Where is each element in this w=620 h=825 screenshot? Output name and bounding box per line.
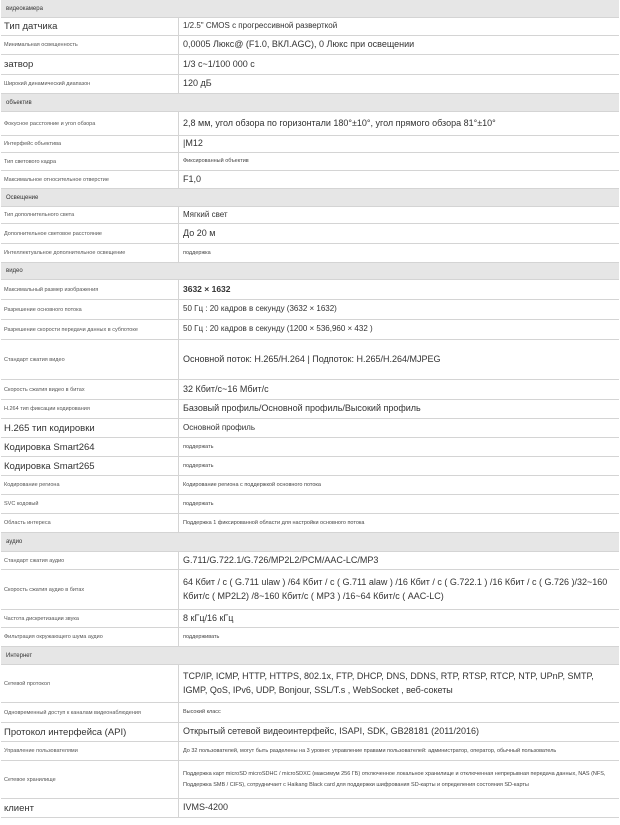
spec-key: Интеллектуальное дополнительное освещение	[1, 244, 179, 262]
spec-row	[1, 723, 619, 742]
spec-key: клиент	[1, 799, 179, 817]
spec-key: Минимальная освещенность	[1, 36, 179, 54]
spec-row	[1, 340, 619, 380]
spec-value: Высокий класс	[183, 709, 221, 716]
spec-row	[1, 18, 619, 36]
spec-key: Интерфейс объектива	[1, 136, 179, 152]
spec-value: поддержать	[183, 462, 214, 469]
spec-row	[1, 552, 619, 570]
section-title: объектив	[6, 99, 32, 106]
section-title: видео	[6, 268, 23, 274]
spec-key: Кодировка Smart264	[1, 438, 179, 456]
section-header	[1, 189, 619, 207]
section-title: Интернет	[6, 652, 33, 659]
spec-row	[1, 628, 619, 647]
spec-value: 50 Гц : 20 кадров в секунду (1200 × 536,960 × 432 )	[183, 324, 373, 334]
spec-table	[1, 0, 619, 818]
spec-key: Протокол интерфейса (API)	[1, 723, 179, 741]
spec-key: Кодирование региона	[1, 476, 179, 494]
spec-key: Частота дискретизации звука	[1, 610, 179, 627]
spec-row	[1, 207, 619, 224]
spec-value: 1/3 с~1/100 000 с	[183, 58, 255, 69]
spec-value: |M12	[183, 138, 203, 149]
spec-key: Дополнительное световое расстояние	[1, 224, 179, 243]
section-header	[1, 647, 619, 665]
spec-key: Скорость сжатия видео в битах	[1, 380, 179, 399]
spec-value: 3632 × 1632	[183, 283, 231, 294]
spec-row	[1, 171, 619, 189]
spec-row	[1, 495, 619, 514]
spec-value: IVMS-4200	[183, 802, 229, 813]
spec-value: 64 Кбит / с ( G.711 ulaw ) /64 Кбит / с ( G.711 alaw ) /16 Кбит / с ( G.722.1 ) /16 Кбит / с ( G.726 )/32~160 Кбит/с ( MP2L2) /8~160 Кбит/с ( MP3 ) /16~64 Кбит/с ( AAC-LC)	[183, 576, 608, 601]
spec-value: поддержать	[183, 443, 214, 450]
spec-key: Область интереса	[1, 514, 179, 532]
spec-row	[1, 320, 619, 340]
spec-key: Кодировка Smart265	[1, 457, 179, 475]
spec-key: Широкий динамический диапазон	[1, 75, 179, 93]
spec-row	[1, 419, 619, 438]
spec-row	[1, 244, 619, 263]
spec-key: H.265 тип кодировки	[1, 419, 179, 437]
spec-row	[1, 224, 619, 244]
spec-key: Разрешение основного потока	[1, 300, 179, 319]
spec-value: Базовый профиль/Основной профиль/Высокий профиль	[183, 403, 421, 414]
spec-key: Стандарт сжатия аудио	[1, 552, 179, 569]
spec-value: До 20 м	[183, 227, 216, 238]
spec-value: 1/2.5" CMOS с прогрессивной разверткой	[183, 21, 338, 31]
spec-row	[1, 400, 619, 419]
spec-value: поддерживать	[183, 633, 220, 640]
spec-row	[1, 112, 619, 136]
spec-key: Одновременный доступ к каналам видеонаблюдения	[1, 703, 179, 722]
spec-value: До 32 пользователей, могут быть разделены на 3 уровня: управление правами пользователей: администратор, оператор, обычный пользователь	[183, 747, 557, 754]
spec-key: Тип дополнительного света	[1, 207, 179, 223]
spec-row	[1, 75, 619, 94]
spec-key: Фильтрация окружающего шума аудио	[1, 628, 179, 646]
spec-key: SVC кодовый	[1, 495, 179, 513]
spec-row	[1, 570, 619, 610]
section-header	[1, 533, 619, 552]
spec-value: Мягкий свет	[183, 209, 228, 219]
spec-key: Тип светового кадра	[1, 153, 179, 170]
spec-key: Сетевое хранилище	[1, 761, 179, 798]
spec-value: 0,0005 Люкс@ (F1.0, ВКЛ.AGC), 0 Люкс при освещении	[183, 39, 415, 50]
spec-row	[1, 665, 619, 703]
spec-row	[1, 703, 619, 723]
spec-value: Открытый сетевой видеоинтерфейс, ISAPI, SDK, GB28181 (2011/2016)	[183, 726, 480, 737]
spec-value: G.711/G.722.1/G.726/MP2L2/PCM/AAC-LC/MP3	[183, 554, 379, 565]
spec-row	[1, 610, 619, 628]
spec-row	[1, 136, 619, 153]
spec-row	[1, 280, 619, 300]
spec-row	[1, 457, 619, 476]
section-title: Освещение	[6, 194, 39, 201]
spec-key: Скорость сжатия аудио в битах	[1, 570, 179, 609]
spec-row	[1, 742, 619, 761]
spec-value: Кодирование региона с поддержкой основного потока	[183, 481, 321, 488]
spec-value: Основной профиль	[183, 422, 256, 432]
spec-value: 50 Гц : 20 кадров в секунду (3632 × 1632)	[183, 304, 337, 314]
spec-key: Стандарт сжатия видео	[1, 340, 179, 379]
spec-value: 2,8 мм, угол обзора по горизонтали 180°±10°, угол прямого обзора 81°±10°	[183, 117, 496, 128]
spec-value: 8 кГц/16 кГц	[183, 612, 234, 623]
spec-value: 32 Кбит/с~16 Мбит/с	[183, 383, 269, 394]
spec-value: поддержка	[183, 249, 211, 256]
spec-row	[1, 761, 619, 799]
spec-row	[1, 55, 619, 75]
spec-key: Фокусное расстояние и угол обзора	[1, 112, 179, 135]
spec-value: 120 дБ	[183, 78, 212, 89]
spec-key: Тип датчика	[1, 18, 179, 35]
spec-row	[1, 438, 619, 457]
section-header	[1, 263, 619, 280]
spec-key: Управление пользователями	[1, 742, 179, 760]
spec-key: Максимальный размер изображения	[1, 280, 179, 299]
spec-value: Поддержка карт microSD microSDHC / microSDXC (максимум 256 ГБ) отключенное локальное хранилище и отключенная непрерывная передача данных, NAS (NFS, Поддержка SMB / CIFS), сотрудничает с Haikang Black card для поддержки шифрования SD-карты и определения состояния SD-карты	[183, 771, 606, 788]
spec-value: Фиксированный объектив	[183, 158, 249, 165]
section-header	[1, 94, 619, 112]
spec-key: Максимальное относительное отверстие	[1, 171, 179, 188]
spec-row	[1, 476, 619, 495]
spec-row	[1, 153, 619, 171]
spec-key: H.264 тип фиксации кодирования	[1, 400, 179, 418]
spec-row	[1, 380, 619, 400]
spec-row	[1, 799, 619, 818]
spec-key: Сетевой протокол	[1, 665, 179, 702]
spec-row	[1, 514, 619, 533]
spec-row	[1, 36, 619, 55]
spec-key: Разрешение скорости передачи данных в субпотоке	[1, 320, 179, 339]
section-header	[1, 0, 619, 18]
section-title: аудио	[6, 539, 23, 545]
spec-row	[1, 300, 619, 320]
spec-value: Поддержка 1 фиксированной области для настройки основного потока	[183, 519, 365, 526]
section-title: видеокамера	[6, 5, 43, 12]
spec-value: F1,0	[183, 173, 202, 184]
spec-key: затвор	[1, 55, 179, 74]
spec-value: Основной поток: H.265/H.264 | Подпоток: H.265/H.264/MJPEG	[183, 353, 441, 364]
spec-value: поддержать	[183, 500, 214, 507]
spec-value: TCP/IP, ICMP, HTTP, HTTPS, 802.1x, FTP, DHCP, DNS, DDNS, RTP, RTSP, RTCP, NTP, UPnP, SMTP, IGMP, QoS, IPv6, UDP, Bonjour, SSL/T.s , WebSocket , веб-сокеты	[183, 670, 594, 695]
